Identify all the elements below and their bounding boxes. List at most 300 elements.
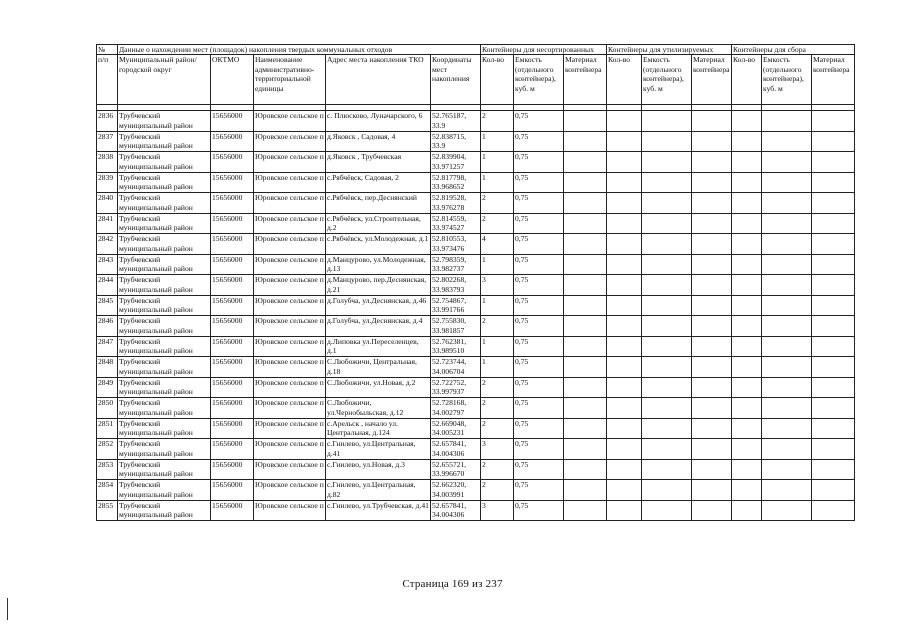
cell-qty: 2 [481,480,514,501]
cell-oktmo: 15656000 [211,131,254,152]
cell-empty [812,357,855,378]
cell-empty [692,418,732,439]
cell-oktmo: 15656000 [211,439,254,460]
cell-empty [732,275,762,296]
cell-oktmo: 15656000 [211,377,254,398]
cell-empty [642,398,692,419]
cell-empty [732,234,762,255]
cell-empty [692,193,732,214]
page-footer [0,578,905,590]
cell-empty [607,500,642,521]
cell-district: Трубчевский муниципальный район [118,500,211,521]
cell-empty [607,295,642,316]
cell-empty [692,316,732,337]
cell-oktmo: 15656000 [211,336,254,357]
cell-coords: 52.798359, 33.982737 [431,254,481,275]
cell-qty: 1 [481,336,514,357]
cell-capacity: 0,75 [514,439,564,460]
cell-address: с.Гнилево, ул.Трубчевская, д.41 [326,500,431,521]
cell-empty [692,275,732,296]
cell-empty [564,418,607,439]
cell-empty [812,254,855,275]
cell-empty [642,336,692,357]
cell-empty [564,111,607,132]
cell-capacity: 0,75 [514,213,564,234]
cell-empty [762,172,812,193]
cell-empty [692,357,732,378]
cell-empty [812,234,855,255]
cell-empty [812,131,855,152]
table-row [97,111,855,132]
cell-unit: Юровское сельское п [254,480,326,501]
waste-sites-table-sheet [96,44,855,521]
cell-empty [812,111,855,132]
cell-coords: 52.762381, 33.989510 [431,336,481,357]
cell-qty: 2 [481,459,514,480]
cell-address: д.Яковск , Садовая, 4 [326,131,431,152]
header-col-coords: Координаты мест накопления [431,55,481,105]
cell-coords: 52.662320, 34.003991 [431,480,481,501]
cell-empty [732,254,762,275]
cell-address: с.Арельск , начало ул. Центральная, д.124 [326,418,431,439]
cell-unit: Юровское сельское п [254,131,326,152]
cell-no: 2838 [97,152,118,173]
cell-oktmo: 15656000 [211,295,254,316]
cell-empty [564,152,607,173]
header-group-unsorted: Контейнеры для несортированных [481,45,607,55]
cell-empty [564,193,607,214]
cell-qty: 1 [481,131,514,152]
cell-empty [607,459,642,480]
cell-qty: 2 [481,377,514,398]
header-col-qty-3: Кол-во [732,55,762,105]
cell-address: д.Голубча, ул.Деснянская, д.4 [326,316,431,337]
cell-no: 2854 [97,480,118,501]
cell-capacity: 0,75 [514,336,564,357]
cell-district: Трубчевский муниципальный район [118,336,211,357]
cell-empty [762,439,812,460]
cell-capacity: 0,75 [514,377,564,398]
cell-empty [607,193,642,214]
cell-empty [642,295,692,316]
cell-empty [607,398,642,419]
cell-empty [812,336,855,357]
table-row [97,357,855,378]
cell-address: д.Манцурово, ул.Молодежная, д.13 [326,254,431,275]
table-row [97,234,855,255]
cell-empty [732,172,762,193]
cell-qty: 1 [481,152,514,173]
cell-coords: 52.810553, 33.973476 [431,234,481,255]
cell-empty [692,152,732,173]
cell-empty [607,275,642,296]
cell-address: С.Любожичи, Центральная, д.18 [326,357,431,378]
cell-district: Трубчевский муниципальный район [118,131,211,152]
cell-empty [607,152,642,173]
cell-address: д.Яковск , Трубчевская [326,152,431,173]
cell-oktmo: 15656000 [211,275,254,296]
cell-empty [762,316,812,337]
cell-qty: 2 [481,213,514,234]
cell-empty [564,459,607,480]
cell-empty [564,234,607,255]
cell-empty [607,172,642,193]
cell-district: Трубчевский муниципальный район [118,439,211,460]
table-row [97,275,855,296]
cell-empty [642,316,692,337]
cell-empty [607,316,642,337]
cell-empty [732,213,762,234]
cell-oktmo: 15656000 [211,254,254,275]
cell-empty [642,172,692,193]
table-row [97,152,855,173]
cell-empty [564,213,607,234]
cell-district: Трубчевский муниципальный район [118,398,211,419]
header-col-unit: Наименование административно-территориальной единицы [254,55,326,105]
cell-unit: Юровское сельское п [254,398,326,419]
cell-qty: 2 [481,111,514,132]
cell-qty: 1 [481,357,514,378]
header-col-capacity-2: Емкость (отдельного контейнера), куб. м [642,55,692,105]
table-row [97,439,855,460]
cell-oktmo: 15656000 [211,213,254,234]
cell-district: Трубчевский муниципальный район [118,213,211,234]
cell-coords: 52.728168, 34.002797 [431,398,481,419]
cell-coords: 52.802268, 33.983793 [431,275,481,296]
cell-capacity: 0,75 [514,459,564,480]
header-col-qty-2: Кол-во [607,55,642,105]
cell-district: Трубчевский муниципальный район [118,172,211,193]
table-row [97,459,855,480]
cell-empty [762,398,812,419]
cell-empty [762,254,812,275]
header-group-location: Данные о нахождении мест (площадок) накопления твердых коммунальных отходов [118,45,481,55]
scan-edge-mark [7,598,8,620]
cell-no: 2852 [97,439,118,460]
cell-capacity: 0,75 [514,316,564,337]
cell-unit: Юровское сельское п [254,152,326,173]
table-row [97,500,855,521]
cell-qty: 1 [481,254,514,275]
table-row [97,131,855,152]
header-group-row [97,45,855,55]
cell-empty [812,295,855,316]
cell-capacity: 0,75 [514,193,564,214]
cell-empty [762,131,812,152]
cell-district: Трубчевский муниципальный район [118,459,211,480]
cell-empty [812,500,855,521]
cell-district: Трубчевский муниципальный район [118,295,211,316]
cell-capacity: 0,75 [514,172,564,193]
cell-address: с.Рябчёвск, пер.Деснянский [326,193,431,214]
table-row [97,336,855,357]
cell-no: 2846 [97,316,118,337]
cell-no: 2837 [97,131,118,152]
cell-oktmo: 15656000 [211,316,254,337]
cell-empty [607,131,642,152]
cell-no: 2855 [97,500,118,521]
cell-empty [732,131,762,152]
cell-address: с.Рябчёвск, Садовая, 2 [326,172,431,193]
cell-qty: 1 [481,295,514,316]
cell-unit: Юровское сельское п [254,336,326,357]
cell-district: Трубчевский муниципальный район [118,275,211,296]
cell-capacity: 0,75 [514,111,564,132]
cell-empty [812,480,855,501]
cell-oktmo: 15656000 [211,418,254,439]
cell-empty [762,275,812,296]
cell-qty: 4 [481,234,514,255]
cell-unit: Юровское сельское п [254,275,326,296]
cell-empty [564,336,607,357]
cell-empty [812,172,855,193]
cell-empty [732,500,762,521]
cell-qty: 3 [481,500,514,521]
cell-address: с.Рябчёвск, ул.Строительная, д.2 [326,213,431,234]
cell-coords: 52.657841, 34.004306 [431,500,481,521]
cell-capacity: 0,75 [514,398,564,419]
cell-coords: 52.839904, 33.971257 [431,152,481,173]
header-col-material-3: Материал контейнера [812,55,855,105]
header-no-top: № [97,45,118,55]
cell-unit: Юровское сельское п [254,418,326,439]
cell-empty [642,131,692,152]
cell-unit: Юровское сельское п [254,254,326,275]
cell-address: д.Голубча, ул.Деснянская, д.46 [326,295,431,316]
cell-district: Трубчевский муниципальный район [118,480,211,501]
cell-empty [692,480,732,501]
cell-empty [564,254,607,275]
cell-empty [732,152,762,173]
header-col-pp: п/п [97,55,118,105]
cell-coords: 52.657841, 34.004306 [431,439,481,460]
cell-district: Трубчевский муниципальный район [118,254,211,275]
cell-district: Трубчевский муниципальный район [118,418,211,439]
cell-no: 2839 [97,172,118,193]
cell-no: 2850 [97,398,118,419]
cell-oktmo: 15656000 [211,234,254,255]
cell-empty [642,418,692,439]
cell-empty [564,480,607,501]
cell-empty [607,418,642,439]
header-col-material-1: Материал контейнера [564,55,607,105]
cell-empty [762,213,812,234]
cell-unit: Юровское сельское п [254,295,326,316]
cell-empty [642,377,692,398]
cell-unit: Юровское сельское п [254,357,326,378]
cell-district: Трубчевский муниципальный район [118,111,211,132]
cell-empty [607,336,642,357]
cell-empty [762,459,812,480]
cell-oktmo: 15656000 [211,357,254,378]
cell-empty [762,418,812,439]
cell-coords: 52.754867, 33.991766 [431,295,481,316]
cell-unit: Юровское сельское п [254,193,326,214]
cell-empty [607,377,642,398]
cell-no: 2842 [97,234,118,255]
cell-empty [642,111,692,132]
cell-capacity: 0,75 [514,418,564,439]
cell-empty [732,111,762,132]
cell-address: С.Любожичи, ул.Новая, д.2 [326,377,431,398]
cell-coords: 52.655721, 33.996670 [431,459,481,480]
cell-empty [607,439,642,460]
cell-oktmo: 15656000 [211,172,254,193]
cell-district: Трубчевский муниципальный район [118,152,211,173]
cell-capacity: 0,75 [514,275,564,296]
cell-coords: 52.755830, 33.981857 [431,316,481,337]
table-row [97,398,855,419]
cell-empty [607,480,642,501]
cell-address: с. Плюсково, Луначарского, 6 [326,111,431,132]
cell-empty [732,377,762,398]
cell-empty [732,295,762,316]
cell-coords: 52.723744, 34.006704 [431,357,481,378]
cell-address: д.Манцурово, пер.Деснянская, д.21 [326,275,431,296]
cell-unit: Юровское сельское п [254,439,326,460]
cell-district: Трубчевский муниципальный район [118,357,211,378]
cell-address: С.Любожичи, ул.Чернобыльская, д.12 [326,398,431,419]
cell-empty [762,152,812,173]
cell-empty [692,254,732,275]
cell-oktmo: 15656000 [211,480,254,501]
table-row [97,418,855,439]
cell-coords: 52.814559, 33.974527 [431,213,481,234]
cell-no: 2836 [97,111,118,132]
cell-empty [607,254,642,275]
cell-empty [692,377,732,398]
cell-empty [564,275,607,296]
cell-empty [812,398,855,419]
cell-oktmo: 15656000 [211,459,254,480]
cell-empty [692,111,732,132]
cell-empty [812,377,855,398]
cell-empty [642,439,692,460]
cell-empty [642,152,692,173]
cell-empty [642,500,692,521]
cell-empty [642,213,692,234]
cell-empty [812,316,855,337]
cell-empty [762,500,812,521]
cell-unit: Юровское сельское п [254,500,326,521]
cell-qty: 2 [481,418,514,439]
cell-empty [812,439,855,460]
table-row [97,193,855,214]
cell-address: с.Гнилево, ул.Центральная, д.82 [326,480,431,501]
table-row [97,172,855,193]
header-columns-row [97,55,855,105]
cell-no: 2840 [97,193,118,214]
cell-empty [732,439,762,460]
cell-district: Трубчевский муниципальный район [118,193,211,214]
cell-capacity: 0,75 [514,500,564,521]
cell-oktmo: 15656000 [211,500,254,521]
cell-empty [642,254,692,275]
cell-empty [812,193,855,214]
cell-empty [812,275,855,296]
cell-empty [812,459,855,480]
cell-qty: 2 [481,193,514,214]
cell-empty [762,111,812,132]
cell-address: д.Липовка ул.Переселенцев, д.1 [326,336,431,357]
cell-empty [642,357,692,378]
cell-empty [812,213,855,234]
cell-oktmo: 15656000 [211,193,254,214]
waste-sites-table [96,44,855,521]
cell-capacity: 0,75 [514,357,564,378]
cell-empty [762,336,812,357]
cell-empty [607,111,642,132]
cell-oktmo: 15656000 [211,398,254,419]
table-row [97,213,855,234]
page-number-text: Страница 169 из 237 [402,578,503,590]
cell-coords: 52.765187, 33.9 [431,111,481,132]
cell-empty [762,234,812,255]
cell-empty [564,357,607,378]
cell-capacity: 0,75 [514,480,564,501]
cell-empty [812,418,855,439]
cell-capacity: 0,75 [514,131,564,152]
cell-empty [564,398,607,419]
cell-empty [692,213,732,234]
cell-address: с.Рябчёвск, ул.Молодежная, д.1 [326,234,431,255]
cell-no: 2853 [97,459,118,480]
cell-coords: 52.817798, 33.968652 [431,172,481,193]
cell-no: 2843 [97,254,118,275]
cell-empty [732,398,762,419]
header-col-address: Адрес места накопления ТКО [326,55,431,105]
cell-empty [607,357,642,378]
cell-empty [692,172,732,193]
cell-empty [564,131,607,152]
cell-qty: 2 [481,316,514,337]
cell-unit: Юровское сельское п [254,377,326,398]
cell-empty [642,480,692,501]
cell-empty [564,316,607,337]
cell-empty [692,500,732,521]
cell-no: 2851 [97,418,118,439]
cell-coords: 52.669048, 34.005231 [431,418,481,439]
cell-coords: 52.838715, 33.9 [431,131,481,152]
cell-qty: 3 [481,275,514,296]
cell-empty [642,459,692,480]
cell-qty: 2 [481,398,514,419]
cell-unit: Юровское сельское п [254,213,326,234]
cell-empty [642,193,692,214]
cell-empty [607,213,642,234]
header-group-collection: Контейнеры для сбора [732,45,855,55]
cell-empty [732,480,762,501]
cell-empty [642,275,692,296]
cell-empty [692,131,732,152]
cell-coords: 52.819528, 33.976278 [431,193,481,214]
cell-empty [607,234,642,255]
cell-qty: 1 [481,172,514,193]
cell-district: Трубчевский муниципальный район [118,377,211,398]
cell-empty [564,500,607,521]
cell-district: Трубчевский муниципальный район [118,316,211,337]
cell-empty [692,336,732,357]
header-col-capacity-3: Емкость (отдельного контейнера), куб. м [762,55,812,105]
cell-no: 2841 [97,213,118,234]
cell-no: 2848 [97,357,118,378]
cell-empty [692,459,732,480]
cell-empty [692,234,732,255]
cell-unit: Юровское сельское п [254,111,326,132]
cell-address: с.Гнилево, ул.Центральная, д.41 [326,439,431,460]
cell-empty [732,193,762,214]
table-row [97,377,855,398]
